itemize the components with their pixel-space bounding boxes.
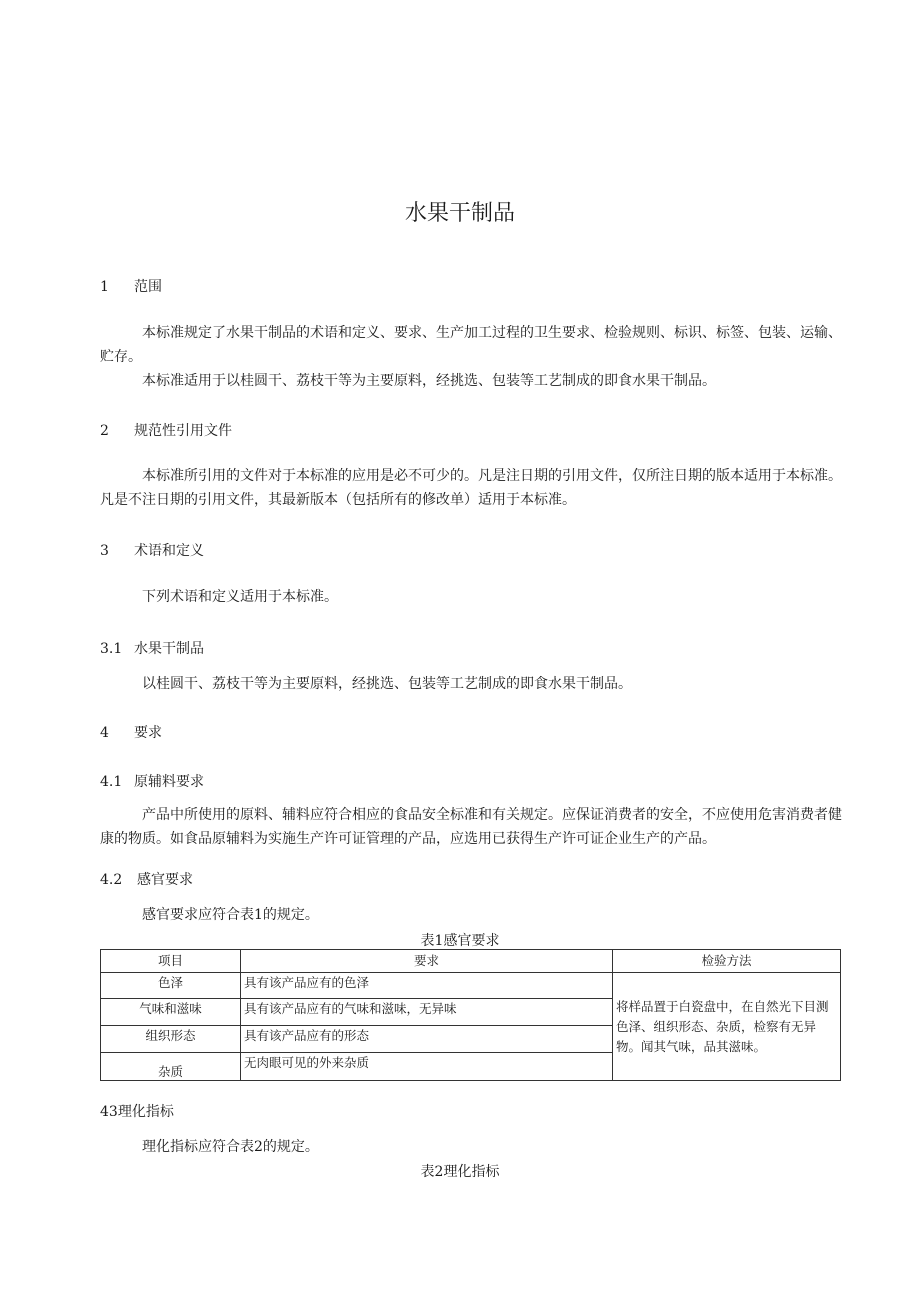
section-title: 范围 — [134, 279, 162, 295]
section-number: 3.1 — [100, 641, 123, 657]
section-4-2-heading — [100, 869, 193, 889]
table-cell-requirement: 具有该产品应有的形态 — [241, 1026, 613, 1053]
section-1-paragraph-1: 本标准规定了水果干制品的术语和定义、要求、生产加工过程的卫生要求、检验规则、标识、标签、包装、运输、贮存。 — [100, 325, 842, 365]
column-header: 要求 — [241, 950, 613, 973]
table-cell-item: 组织形态 — [101, 1026, 241, 1053]
section-title: 水果干制品 — [134, 641, 204, 657]
document-title: 水果干制品 — [404, 201, 515, 226]
section-4-3-paragraph-1: 理化指标应符合表2的规定。 — [142, 1139, 319, 1155]
section-title: 原辅料要求 — [134, 774, 204, 790]
table-cell-requirement: 无肉眼可见的外来杂质 — [241, 1053, 613, 1081]
column-header: 项目 — [101, 950, 241, 973]
table-cell-requirement: 具有该产品应有的色泽 — [241, 973, 613, 999]
table-row — [101, 973, 841, 999]
section-title: 要求 — [134, 725, 162, 741]
section-number: 3 — [100, 543, 109, 559]
section-number: 4.2 — [100, 872, 123, 888]
table-2-caption: 表2理化指标 — [420, 1164, 500, 1180]
section-3-1-paragraph-1: 以桂圆干、荔枝干等为主要原料，经挑选、包装等工艺制成的即食水果干制品。 — [142, 676, 632, 692]
section-3-1-heading — [100, 638, 204, 658]
section-4-1-paragraph-1: 产品中所使用的原料、辅料应符合相应的食品安全标准和有关规定。应保证消费者的安全，不应使用危害消费者健康的物质。如食品原辅料为实施生产许可证管理的产品，应选用已获得生产许可证企业生产的产品。 — [100, 807, 842, 847]
section-4-2-paragraph-1: 感官要求应符合表1的规定。 — [142, 907, 319, 923]
table-cell-requirement: 具有该产品应有的气味和滋味，无异味 — [241, 999, 613, 1026]
column-header: 检验方法 — [613, 950, 841, 973]
section-3-heading — [100, 540, 204, 560]
section-title: 术语和定义 — [134, 543, 204, 559]
table-header-row — [101, 950, 841, 973]
table-cell-item: 气味和滋味 — [101, 999, 241, 1026]
section-2-heading — [100, 420, 232, 440]
section-number: 4 — [100, 725, 109, 741]
section-4-heading — [100, 722, 162, 742]
table-cell-item: 色泽 — [101, 973, 241, 999]
section-number: 2 — [100, 423, 109, 439]
section-1-paragraph-2: 本标准适用于以桂圆干、荔枝干等为主要原料，经挑选、包装等工艺制成的即食水果干制品。 — [142, 373, 716, 389]
sensory-requirements-table — [100, 949, 841, 1081]
section-4-3-heading: 43理化指标 — [100, 1104, 174, 1120]
section-title: 规范性引用文件 — [134, 423, 232, 439]
table-1-caption: 表1感官要求 — [420, 933, 500, 949]
section-1-heading — [100, 276, 162, 296]
table-cell-method: 将样品置于白瓷盘中，在自然光下目测色泽、组织形态、杂质，检察有无异物。闻其气味，品其滋味。 — [613, 973, 841, 1081]
section-2-paragraph-1: 本标准所引用的文件对于本标准的应用是必不可少的。凡是注日期的引用文件，仅所注日期的版本适用于本标准。凡是不注日期的引用文件，其最新版本（包括所有的修改单）适用于本标准。 — [100, 468, 842, 508]
table-cell-item: 杂质 — [101, 1053, 241, 1081]
section-title: 感官要求 — [137, 872, 193, 888]
section-number: 4.1 — [100, 774, 123, 790]
section-number: 1 — [100, 279, 109, 295]
section-3-paragraph-1: 下列术语和定义适用于本标准。 — [142, 589, 338, 605]
section-4-1-heading — [100, 771, 204, 791]
